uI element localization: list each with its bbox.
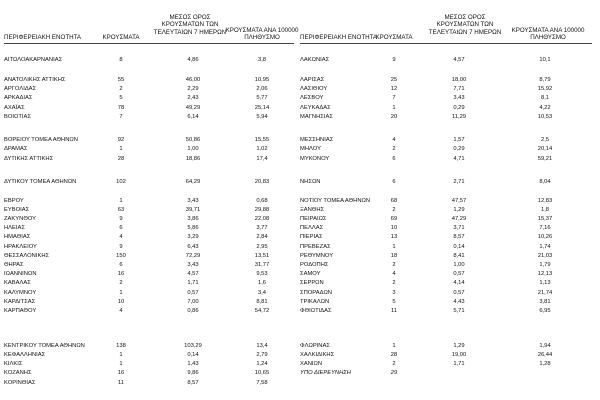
cases-cell: 1 — [392, 343, 396, 349]
cases-cell: 150 — [116, 253, 126, 259]
region-name: ΘΗΡΑΣ — [4, 262, 24, 268]
per100k-cell: 2,79 — [256, 352, 268, 358]
per100k-cell: 54,72 — [254, 308, 270, 314]
table-row — [0, 233, 600, 241]
region-name: ΕΒΡΟΥ — [4, 198, 24, 204]
cases-cell: 6 — [119, 262, 123, 268]
per100k-cell: 15,37 — [537, 216, 553, 222]
region-name: ΚΑΒΑΛΑΣ — [4, 280, 31, 286]
cases-cell: 10 — [117, 299, 125, 305]
header-cases-left: ΚΡΟΥΣΜΑΤΑ — [102, 34, 140, 41]
header-region-left: ΠΕΡΙΦΕΡΕΙΑΚΗ ΕΝΟΤΗΤΑ — [4, 34, 82, 41]
region-name: ΠΕΛΛΑΣ — [300, 225, 324, 231]
region-name: ΔΥΤΙΚΗΣ ΑΤΤΙΚΗΣ — [4, 156, 54, 162]
cases-cell: 138 — [116, 343, 126, 349]
table-row — [0, 136, 600, 144]
per100k-cell: 0,68 — [256, 198, 268, 204]
avg-7day-cell: 4,14 — [453, 280, 465, 286]
cases-cell: 8 — [119, 57, 123, 63]
table-row — [0, 215, 600, 223]
avg-7day-cell: 0,57 — [453, 271, 465, 277]
per100k-cell: 10,53 — [537, 114, 553, 120]
per100k-cell: 20,83 — [254, 179, 270, 185]
region-name: ΥΠΟ ΔΙΕΡΕΥΝΗΣΗ — [300, 370, 351, 376]
cases-cell: 69 — [390, 216, 398, 222]
cases-cell: 2 — [392, 146, 396, 152]
avg-7day-cell: 4,43 — [453, 299, 465, 305]
table-row — [0, 224, 600, 232]
per100k-cell: 9,53 — [256, 271, 268, 277]
per100k-cell: 5,77 — [256, 95, 268, 101]
avg-7day-cell: 39,71 — [185, 207, 201, 213]
avg-7day-cell: 2,29 — [187, 86, 199, 92]
region-name: ΡΕΘΥΜΝΟΥ — [300, 253, 334, 259]
region-name: ΖΑΚΥΝΘΟΥ — [4, 216, 37, 222]
table-row — [0, 85, 600, 93]
per100k-cell: 31,77 — [254, 262, 270, 268]
per100k-cell: 3,77 — [256, 225, 268, 231]
avg-7day-cell: 3,29 — [187, 234, 199, 240]
region-name: ΡΟΔΟΠΗΣ — [300, 262, 329, 268]
region-name: ΝΟΤΙΟΥ ΤΟΜΕΑ ΑΘΗΝΩΝ — [300, 198, 371, 204]
per100k-cell: 17,4 — [256, 156, 268, 162]
avg-7day-cell: 1,57 — [453, 137, 465, 143]
per100k-cell: 1,28 — [539, 361, 551, 367]
per100k-cell: 3,81 — [539, 299, 551, 305]
avg-7day-cell: 19,00 — [451, 352, 467, 358]
table-row — [0, 379, 600, 387]
cases-cell: 5 — [392, 299, 396, 305]
cases-cell: 1 — [392, 105, 396, 111]
region-name: ΠΕΙΡΑΙΩΣ — [300, 216, 327, 222]
table-row — [0, 56, 600, 64]
table-row — [0, 261, 600, 269]
per100k-cell: 2,06 — [256, 86, 268, 92]
per100k-cell: 15,92 — [537, 86, 553, 92]
region-name: ΑΡΓΟΛΙΔΑΣ — [4, 86, 37, 92]
region-name: ΗΜΑΘΙΑΣ — [4, 234, 31, 240]
per100k-cell: 1,79 — [539, 262, 551, 268]
avg-7day-cell: 3,43 — [187, 198, 199, 204]
region-name: ΚΟΡΙΝΘΙΑΣ — [4, 380, 36, 386]
per100k-cell: 29,88 — [254, 207, 270, 213]
header-cases-right: ΚΡΟΥΣΜΑΤΑ — [375, 34, 413, 41]
per100k-cell: 10,1 — [539, 57, 551, 63]
avg-7day-cell: 0,14 — [187, 352, 199, 358]
region-name: ΦΛΩΡΙΝΑΣ — [300, 343, 330, 349]
avg-7day-cell: 3,43 — [187, 262, 199, 268]
table-row — [0, 351, 600, 359]
avg-7day-cell: 3,71 — [453, 225, 465, 231]
cases-cell: 13 — [390, 234, 398, 240]
region-name: ΛΕΣΒΟΥ — [300, 95, 324, 101]
cases-cell: 16 — [117, 370, 125, 376]
avg-7day-cell: 49,29 — [185, 105, 201, 111]
avg-7day-cell: 3,43 — [453, 95, 465, 101]
avg-7day-cell: 3,86 — [187, 216, 199, 222]
cases-cell: 20 — [390, 114, 398, 120]
per100k-cell: 25,14 — [254, 105, 270, 111]
header-per100k-left: ΚΡΟΥΣΜΑΤΑ ΑΝΑ 100000 ΠΛΗΘΥΣΜΟ — [225, 27, 299, 42]
region-name: ΚΕΝΤΡΙΚΟΥ ΤΟΜΕΑ ΑΘΗΝΩΝ — [4, 343, 85, 349]
cases-cell: 6 — [119, 225, 123, 231]
cases-cell: 12 — [390, 86, 398, 92]
table-row — [0, 155, 600, 163]
cases-cell: 2 — [119, 86, 123, 92]
region-name: ΞΑΝΘΗΣ — [300, 207, 325, 213]
table-row — [0, 307, 600, 315]
cases-cell: 55 — [117, 77, 125, 83]
per100k-cell: 1,6 — [257, 280, 267, 286]
region-name: ΙΩΑΝΝΙΝΩΝ — [4, 271, 37, 277]
avg-7day-cell: 0,57 — [187, 290, 199, 296]
region-name: ΒΟΡΕΙΟΥ ΤΟΜΕΑ ΑΘΗΝΩΝ — [4, 137, 78, 143]
per100k-cell: 3,8 — [257, 57, 267, 63]
region-name: ΚΑΛΥΜΝΟΥ — [4, 290, 37, 296]
avg-7day-cell: 0,86 — [187, 308, 199, 314]
avg-7day-cell: 7,00 — [187, 299, 199, 305]
table-row — [0, 104, 600, 112]
avg-7day-cell: 0,29 — [453, 146, 465, 152]
avg-7day-cell: 5,86 — [187, 225, 199, 231]
cases-cell: 9 — [119, 216, 123, 222]
avg-7day-cell: 0,29 — [453, 105, 465, 111]
table-row — [0, 178, 600, 186]
per100k-cell: 1,8 — [540, 207, 550, 213]
per100k-cell: 2,84 — [256, 234, 268, 240]
per100k-cell: 22,08 — [254, 216, 270, 222]
cases-cell: 25 — [390, 77, 398, 83]
per100k-cell: 10,26 — [537, 234, 553, 240]
table-row — [0, 342, 600, 350]
avg-7day-cell: 1,29 — [453, 207, 465, 213]
region-name: ΔΡΑΜΑΣ — [4, 146, 28, 152]
avg-7day-cell: 18,86 — [185, 156, 201, 162]
per100k-cell: 8,81 — [256, 299, 268, 305]
header-per100k-right: ΚΡΟΥΣΜΑΤΑ ΑΝΑ 100000 ΠΛΗΘΥΣΜΟ — [511, 27, 585, 42]
header-avg-right: ΜΕΣΟΣ ΟΡΟΣ ΚΡΟΥΣΜΑΤΩΝ ΤΩΝ ΤΕΛΕΥΤΑΙΩΝ 7 ΗΜΕΡΩΝ — [428, 14, 502, 36]
region-name: ΒΟΙΩΤΙΑΣ — [4, 114, 31, 120]
cases-cell: 18 — [390, 253, 398, 259]
per100k-cell: 6,95 — [539, 308, 551, 314]
avg-7day-cell: 8,57 — [187, 380, 199, 386]
region-name: ΜΗΛΟΥ — [300, 146, 321, 152]
cases-cell: 102 — [116, 179, 126, 185]
table-row — [0, 145, 600, 153]
avg-7day-cell: 0,57 — [453, 290, 465, 296]
region-name: ΣΕΡΡΩΝ — [300, 280, 324, 286]
region-name: ΗΡΑΚΛΕΙΟΥ — [4, 244, 37, 250]
avg-7day-cell: 1,43 — [187, 361, 199, 367]
cases-cell: 1 — [392, 244, 396, 250]
per100k-cell: 12,83 — [537, 198, 553, 204]
per100k-cell: 4,22 — [539, 105, 551, 111]
region-name: ΚΕΦΑΛΛΗΝΙΑΣ — [4, 352, 46, 358]
per100k-cell: 1,94 — [539, 343, 551, 349]
cases-cell: 2 — [392, 280, 396, 286]
region-name: ΣΠΟΡΑΔΩΝ — [300, 290, 332, 296]
table-row — [0, 94, 600, 102]
table-row — [0, 270, 600, 278]
cases-cell: 10 — [390, 225, 398, 231]
cases-cell: 11 — [117, 380, 125, 386]
cases-cell: 63 — [117, 207, 125, 213]
per100k-cell: 21,03 — [537, 253, 553, 259]
per100k-cell: 8,1 — [540, 95, 550, 101]
cases-cell: 4 — [119, 234, 123, 240]
region-name: ΗΛΕΙΑΣ — [4, 225, 25, 231]
cases-cell: 78 — [117, 105, 125, 111]
cases-cell: 5 — [119, 95, 123, 101]
cases-cell: 28 — [390, 352, 398, 358]
per100k-cell: 12,13 — [537, 271, 553, 277]
cases-cell: 9 — [119, 244, 123, 250]
region-name: ΣΑΜΟΥ — [300, 271, 321, 277]
region-name: ΠΙΕΡΙΑΣ — [300, 234, 323, 240]
cases-cell: 6 — [392, 179, 396, 185]
avg-7day-cell: 6,14 — [187, 114, 199, 120]
region-name: ΜΑΓΝΗΣΙΑΣ — [300, 114, 333, 120]
region-name: ΚΑΡΔΙΤΣΑΣ — [4, 299, 36, 305]
avg-7day-cell: 72,29 — [185, 253, 201, 259]
per100k-cell: 13,4 — [256, 343, 268, 349]
header-avg-left: ΜΕΣΟΣ ΟΡΟΣ ΚΡΟΥΣΜΑΤΩΝ ΤΩΝ ΤΕΛΕΥΤΑΙΩΝ 7 ΗΜΕΡΩΝ — [153, 14, 227, 36]
per100k-cell: 2,5 — [540, 137, 550, 143]
cases-cell: 92 — [117, 137, 125, 143]
cases-cell: 28 — [117, 156, 125, 162]
cases-cell: 6 — [392, 156, 396, 162]
per100k-cell: 1,24 — [256, 361, 268, 367]
per100k-cell: 26,44 — [537, 352, 553, 358]
avg-7day-cell: 7,71 — [453, 86, 465, 92]
avg-7day-cell: 9,86 — [187, 370, 199, 376]
region-name: ΚΑΡΠΑΘΟΥ — [4, 308, 37, 314]
per100k-cell: 5,94 — [256, 114, 268, 120]
avg-7day-cell: 18,00 — [451, 77, 467, 83]
per100k-cell: 21,74 — [537, 290, 553, 296]
avg-7day-cell: 64,29 — [185, 179, 201, 185]
table-row — [0, 252, 600, 260]
cases-cell: 1 — [119, 198, 123, 204]
header-region-right: ΠΕΡΙΦΕΡΕΙΑΚΗ ΕΝΟΤΗΤΑ — [300, 34, 378, 41]
cases-cell: 11 — [390, 308, 398, 314]
cases-cell: 2 — [392, 207, 396, 213]
avg-7day-cell: 1,29 — [453, 343, 465, 349]
region-name: ΜΕΣΣΗΝΙΑΣ — [300, 137, 334, 143]
table-row — [0, 197, 600, 205]
avg-7day-cell: 0,14 — [453, 244, 465, 250]
avg-7day-cell: 4,57 — [453, 57, 465, 63]
table-row — [0, 76, 600, 84]
cases-cell: 2 — [392, 361, 396, 367]
region-name: ΤΡΙΚΑΛΩΝ — [300, 299, 330, 305]
avg-7day-cell: 11,29 — [451, 114, 467, 120]
per100k-cell: 20,14 — [537, 146, 553, 152]
region-name: ΛΑΡΙΣΑΣ — [300, 77, 325, 83]
region-name: ΛΑΚΩΝΙΑΣ — [300, 57, 330, 63]
table-row — [0, 243, 600, 251]
cases-cell: 4 — [392, 271, 396, 277]
avg-7day-cell: 2,71 — [453, 179, 465, 185]
table-row — [0, 289, 600, 297]
table-row — [0, 298, 600, 306]
per100k-cell: 7,58 — [256, 380, 268, 386]
per100k-cell: 10,65 — [254, 370, 270, 376]
region-name: ΑΝΑΤΟΛΙΚΗΣ ΑΤΤΙΚΗΣ — [4, 77, 66, 83]
region-name: ΜΥΚΟΝΟΥ — [300, 156, 330, 162]
region-name: ΕΥΒΟΙΑΣ — [4, 207, 30, 213]
cases-cell: 9 — [392, 57, 396, 63]
region-name: ΧΑΝΙΩΝ — [300, 361, 323, 367]
avg-7day-cell: 6,43 — [187, 244, 199, 250]
cases-cell: 4 — [119, 308, 123, 314]
cases-cell: 1 — [119, 361, 123, 367]
cases-cell: 68 — [390, 198, 398, 204]
region-name: ΧΑΛΚΙΔΙΚΗΣ — [300, 352, 335, 358]
per100k-cell: 1,74 — [539, 244, 551, 250]
per100k-cell: 1,13 — [539, 280, 551, 286]
per100k-cell: 13,51 — [254, 253, 270, 259]
region-name: ΑΡΚΑΔΙΑΣ — [4, 95, 33, 101]
table-row — [0, 206, 600, 214]
region-name: ΘΕΣΣΑΛΟΝΙΚΗΣ — [4, 253, 50, 259]
per100k-cell: 15,55 — [254, 137, 270, 143]
region-name: ΛΕΥΚΑΔΑΣ — [300, 105, 331, 111]
cases-cell: 2 — [392, 262, 396, 268]
cases-cell: 1 — [119, 290, 123, 296]
avg-7day-cell: 5,71 — [453, 308, 465, 314]
cases-cell: 16 — [117, 271, 125, 277]
table-row — [0, 113, 600, 121]
avg-7day-cell: 1,71 — [187, 280, 199, 286]
table-row — [0, 360, 600, 368]
avg-7day-cell: 4,57 — [187, 271, 199, 277]
region-name: ΠΡΕΒΕΖΑΣ — [300, 244, 331, 250]
avg-7day-cell: 47,57 — [451, 198, 467, 204]
avg-7day-cell: 1,00 — [187, 146, 199, 152]
avg-7day-cell: 103,29 — [184, 343, 202, 349]
cases-cell: 7 — [392, 95, 396, 101]
cases-cell: 2 — [119, 280, 123, 286]
per100k-cell: 59,21 — [537, 156, 553, 162]
region-name: ΚΙΛΚΙΣ — [4, 361, 23, 367]
cases-cell: 1 — [119, 352, 123, 358]
header-rule-left — [4, 43, 294, 44]
per100k-cell: 8,79 — [539, 77, 551, 83]
cases-cell: 1 — [119, 146, 123, 152]
avg-7day-cell: 8,57 — [453, 234, 465, 240]
table-row — [0, 369, 600, 377]
region-name: ΦΘΙΩΤΙΔΑΣ — [300, 308, 332, 314]
avg-7day-cell: 46,00 — [185, 77, 201, 83]
avg-7day-cell: 1,71 — [453, 361, 465, 367]
cases-cell: 4 — [392, 137, 396, 143]
region-name: ΝΗΣΩΝ — [300, 179, 321, 185]
per100k-cell: 10,95 — [254, 77, 270, 83]
per100k-cell: 1,02 — [256, 146, 268, 152]
per100k-cell: 7,16 — [539, 225, 551, 231]
avg-7day-cell: 8,41 — [453, 253, 465, 259]
cases-cell: 7 — [119, 114, 123, 120]
per100k-cell: 2,95 — [256, 244, 268, 250]
avg-7day-cell: 4,71 — [453, 156, 465, 162]
avg-7day-cell: 1,00 — [453, 262, 465, 268]
region-name: ΔΥΤΙΚΟΥ ΤΟΜΕΑ ΑΘΗΝΩΝ — [4, 179, 77, 185]
region-name: ΚΟΖΑΝΗΣ — [4, 370, 32, 376]
table-row — [0, 279, 600, 287]
cases-cell: 29 — [390, 370, 398, 376]
per100k-cell: 8,04 — [539, 179, 551, 185]
header-rule-right — [300, 43, 592, 44]
avg-7day-cell: 4,86 — [187, 57, 199, 63]
cases-cell: 3 — [392, 290, 396, 296]
avg-7day-cell: 50,86 — [185, 137, 201, 143]
per100k-cell: 3,4 — [257, 290, 267, 296]
region-name: ΑΙΤΩΛΟΑΚΑΡΝΑΝΙΑΣ — [4, 57, 63, 63]
region-name: ΛΑΣΙΘΙΟΥ — [300, 86, 328, 92]
avg-7day-cell: 2,43 — [187, 95, 199, 101]
avg-7day-cell: 47,29 — [451, 216, 467, 222]
region-name: ΑΧΑΪΑΣ — [4, 105, 25, 111]
